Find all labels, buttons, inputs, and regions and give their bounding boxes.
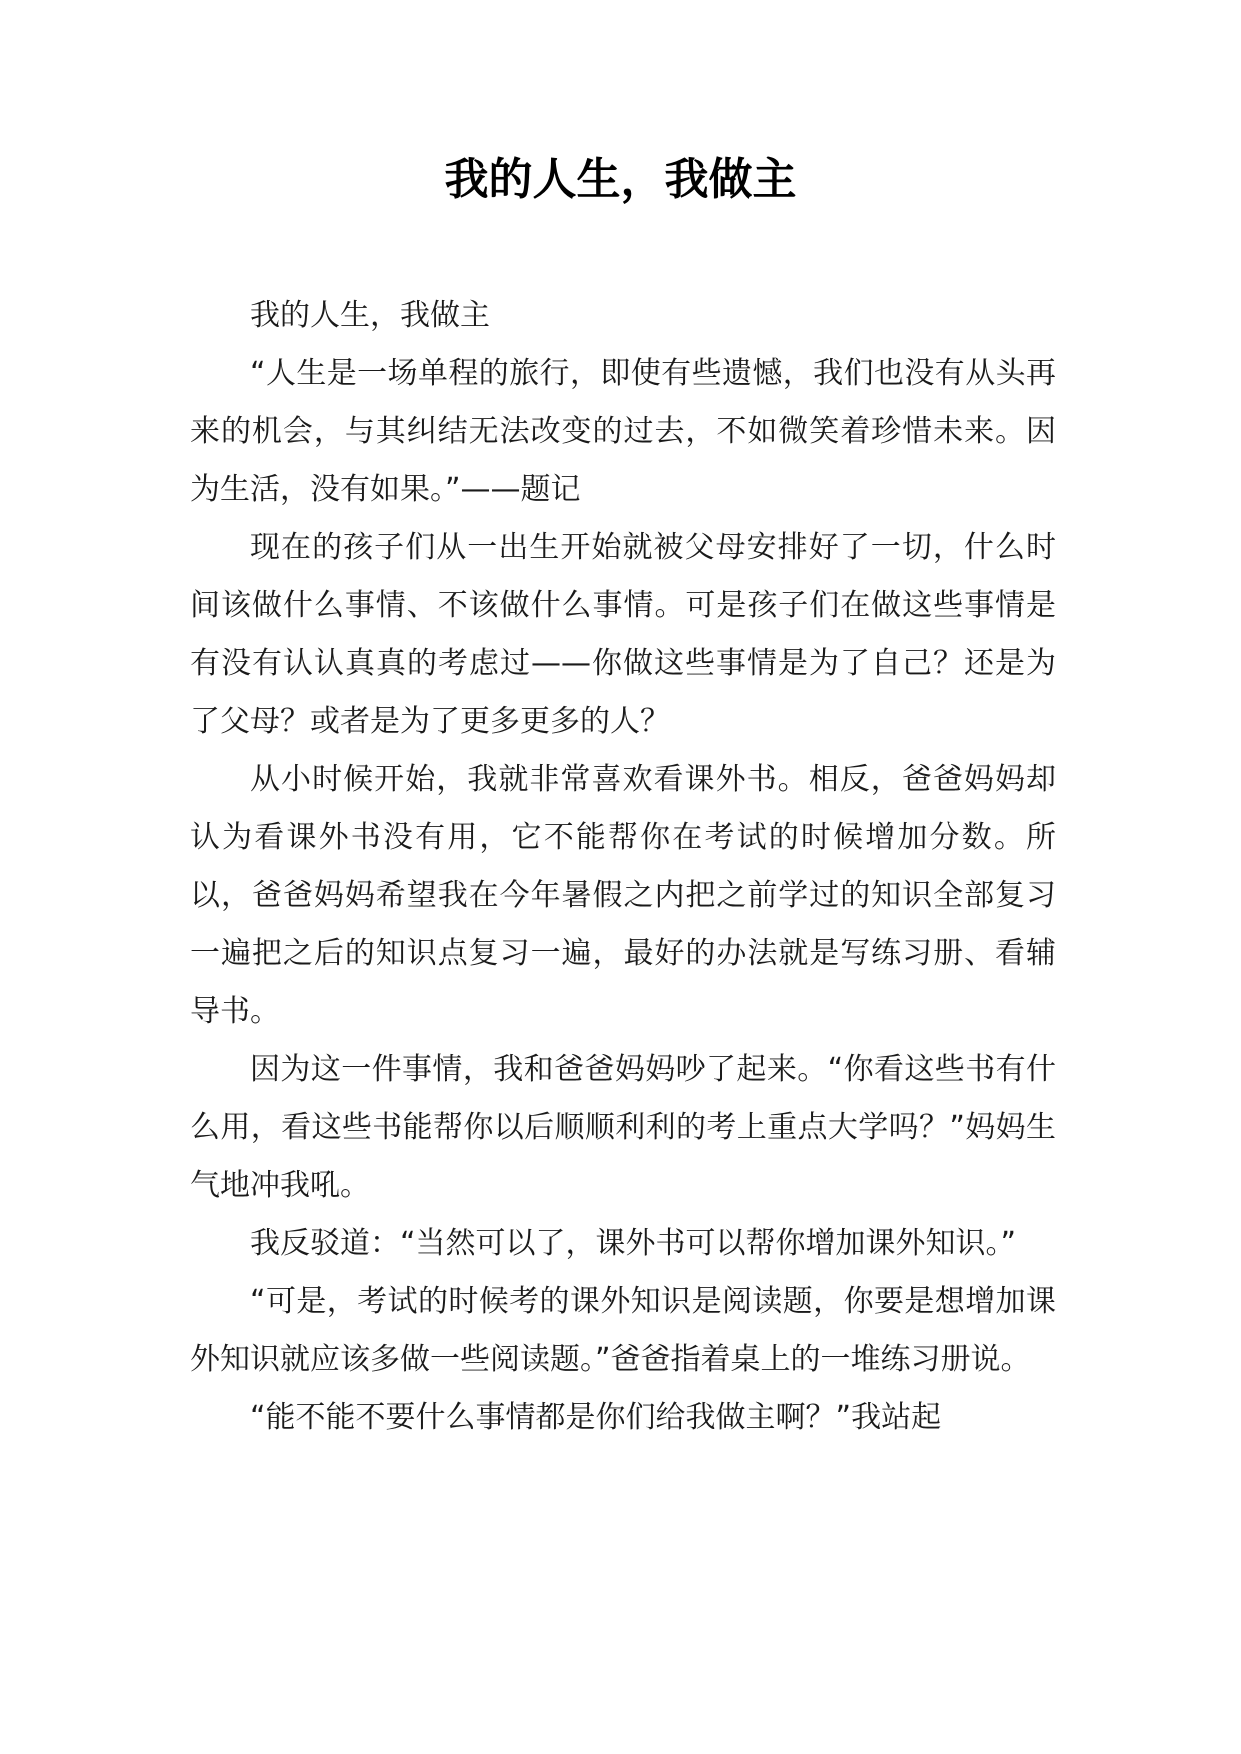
document-body [190, 287, 1056, 1447]
paragraph: 现在的孩子们从一出生开始就被父母安排好了一切，什么时间该做什么事情、不该做什么事情。可是孩子们在做这些事情是有没有认认真真的考虑过——你做这些事情是为了自己？还是为了父母？或者是为了更多更多的人？ [190, 530, 1056, 739]
paragraph: 我反驳道：“当然可以了，课外书可以帮你增加课外知识。” [250, 1226, 1017, 1261]
paragraph: “能不能不要什么事情都是你们给我做主啊？”我站起 [250, 1400, 942, 1435]
paragraph-epigraph: “人生是一场单程的旅行，即使有些遗憾，我们也没有从头再来的机会，与其纠结无法改变的过去，不如微笑着珍惜未来。因为生活，没有如果。”——题记 [190, 356, 1056, 507]
paragraph: 从小时候开始，我就非常喜欢看课外书。相反，爸爸妈妈却认为看课外书没有用，它不能帮你在考试的时候增加分数。所以，爸爸妈妈希望我在今年暑假之内把之前学过的知识全部复习一遍把之后的知识点复习一遍，最好的办法就是写练习册、看辅导书。 [190, 762, 1056, 1029]
document-title: 我的人生，我做主 [444, 154, 797, 205]
paragraph-subtitle: 我的人生，我做主 [250, 298, 490, 333]
paragraph: “可是，考试的时候考的课外知识是阅读题，你要是想增加课外知识就应该多做一些阅读题。”爸爸指着桌上的一堆练习册说。 [190, 1284, 1056, 1377]
paragraph: 因为这一件事情，我和爸爸妈妈吵了起来。“你看这些书有什么用，看这些书能帮你以后顺顺利利的考上重点大学吗？”妈妈生气地冲我吼。 [190, 1052, 1056, 1203]
